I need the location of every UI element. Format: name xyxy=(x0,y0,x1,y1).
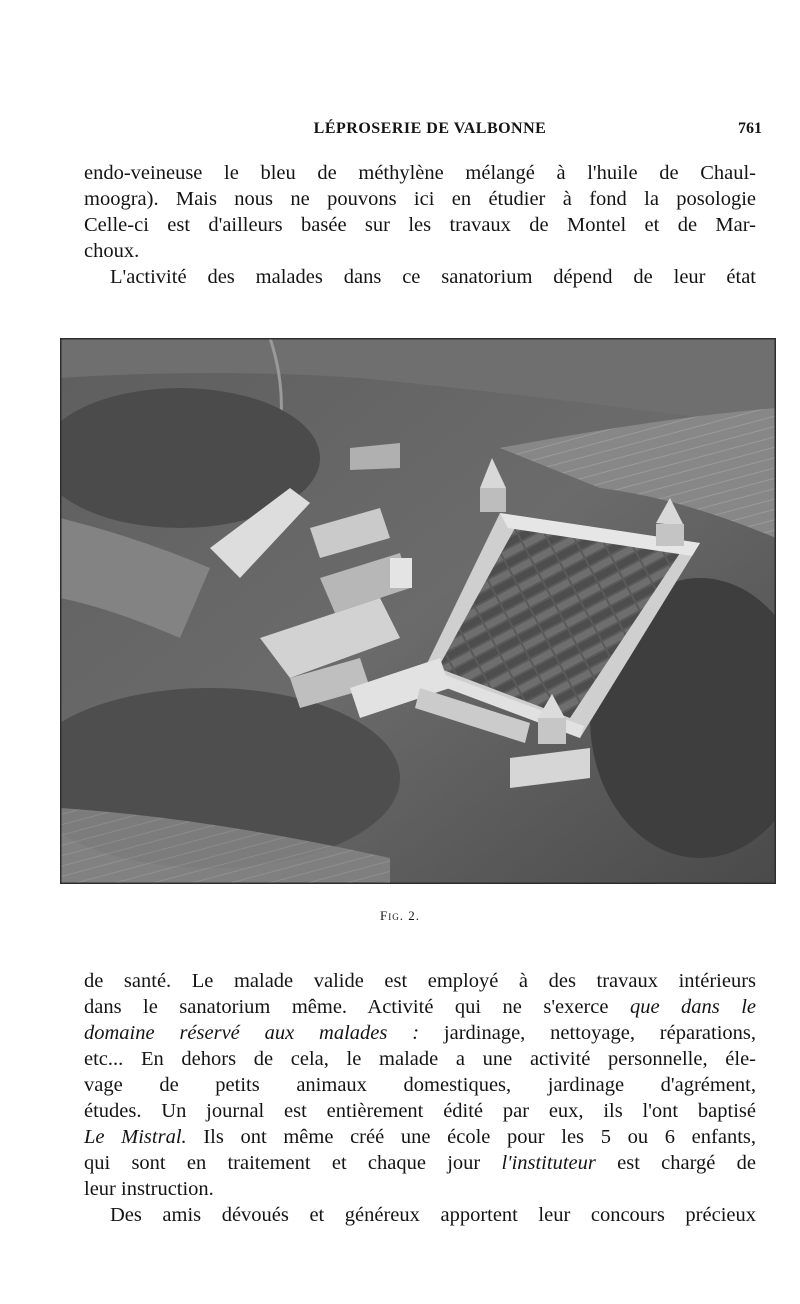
text-segment: jardinage, nettoyage, réparations, xyxy=(419,1022,756,1044)
text-line: vage de petits animaux domestiques, jardinage d'agrément, xyxy=(84,1074,756,1096)
running-title: LÉPROSERIE DE VALBONNE xyxy=(313,120,547,137)
text-line: endo-veineuse le bleu de méthylène mélangé à l'huile de Chaul- xyxy=(84,162,756,184)
text-line: études. Un journal est entièrement édité par eux, ils l'ont baptisé xyxy=(84,1100,756,1122)
page-number: 761 xyxy=(738,120,762,137)
text-line: etc... En dehors de cela, le malade a une activité personnelle, éle- xyxy=(84,1048,756,1070)
bottom-text-block xyxy=(84,968,756,1228)
aerial-photo-illustration xyxy=(60,338,776,884)
figure-caption-text: Fig. 2. xyxy=(380,908,420,923)
italic-segment: Le Mistral. xyxy=(84,1126,187,1148)
text-segment: est chargé de xyxy=(595,1152,757,1174)
text-line xyxy=(84,1124,756,1150)
text-segment: dans le sanatorium même. Activité qui ne s'exerce xyxy=(84,996,630,1018)
paragraph-start: Des amis dévoués et généreux apportent leur concours précieux xyxy=(110,1204,756,1226)
text-line: moogra). Mais nous ne pouvons ici en étudier à fond la posologie xyxy=(84,188,756,210)
text-line: de santé. Le malade valide est employé à des travaux intérieurs xyxy=(84,970,756,992)
paragraph-start: L'activité des malades dans ce sanatorium dépend de leur état xyxy=(110,266,756,288)
aerial-photograph xyxy=(60,338,776,884)
italic-segment: domaine réservé aux malades : xyxy=(84,1022,420,1044)
text-line: Celle-ci est d'ailleurs basée sur les travaux de Montel et de Mar- xyxy=(84,214,756,236)
text-line: choux. xyxy=(84,240,140,262)
italic-segment: l'instituteur xyxy=(501,1152,596,1174)
page-header xyxy=(90,120,762,146)
top-text-block xyxy=(84,160,756,290)
text-segment: qui sont en traitement et chaque jour xyxy=(84,1152,502,1174)
text-segment: Ils ont même créé une école pour les 5 ou 6 enfants, xyxy=(186,1126,756,1148)
text-line xyxy=(84,994,756,1020)
text-line xyxy=(84,1020,756,1046)
figure-caption xyxy=(0,908,800,924)
italic-segment: que dans le xyxy=(629,996,756,1018)
text-line: leur instruction. xyxy=(84,1178,214,1200)
text-line xyxy=(84,1150,756,1176)
